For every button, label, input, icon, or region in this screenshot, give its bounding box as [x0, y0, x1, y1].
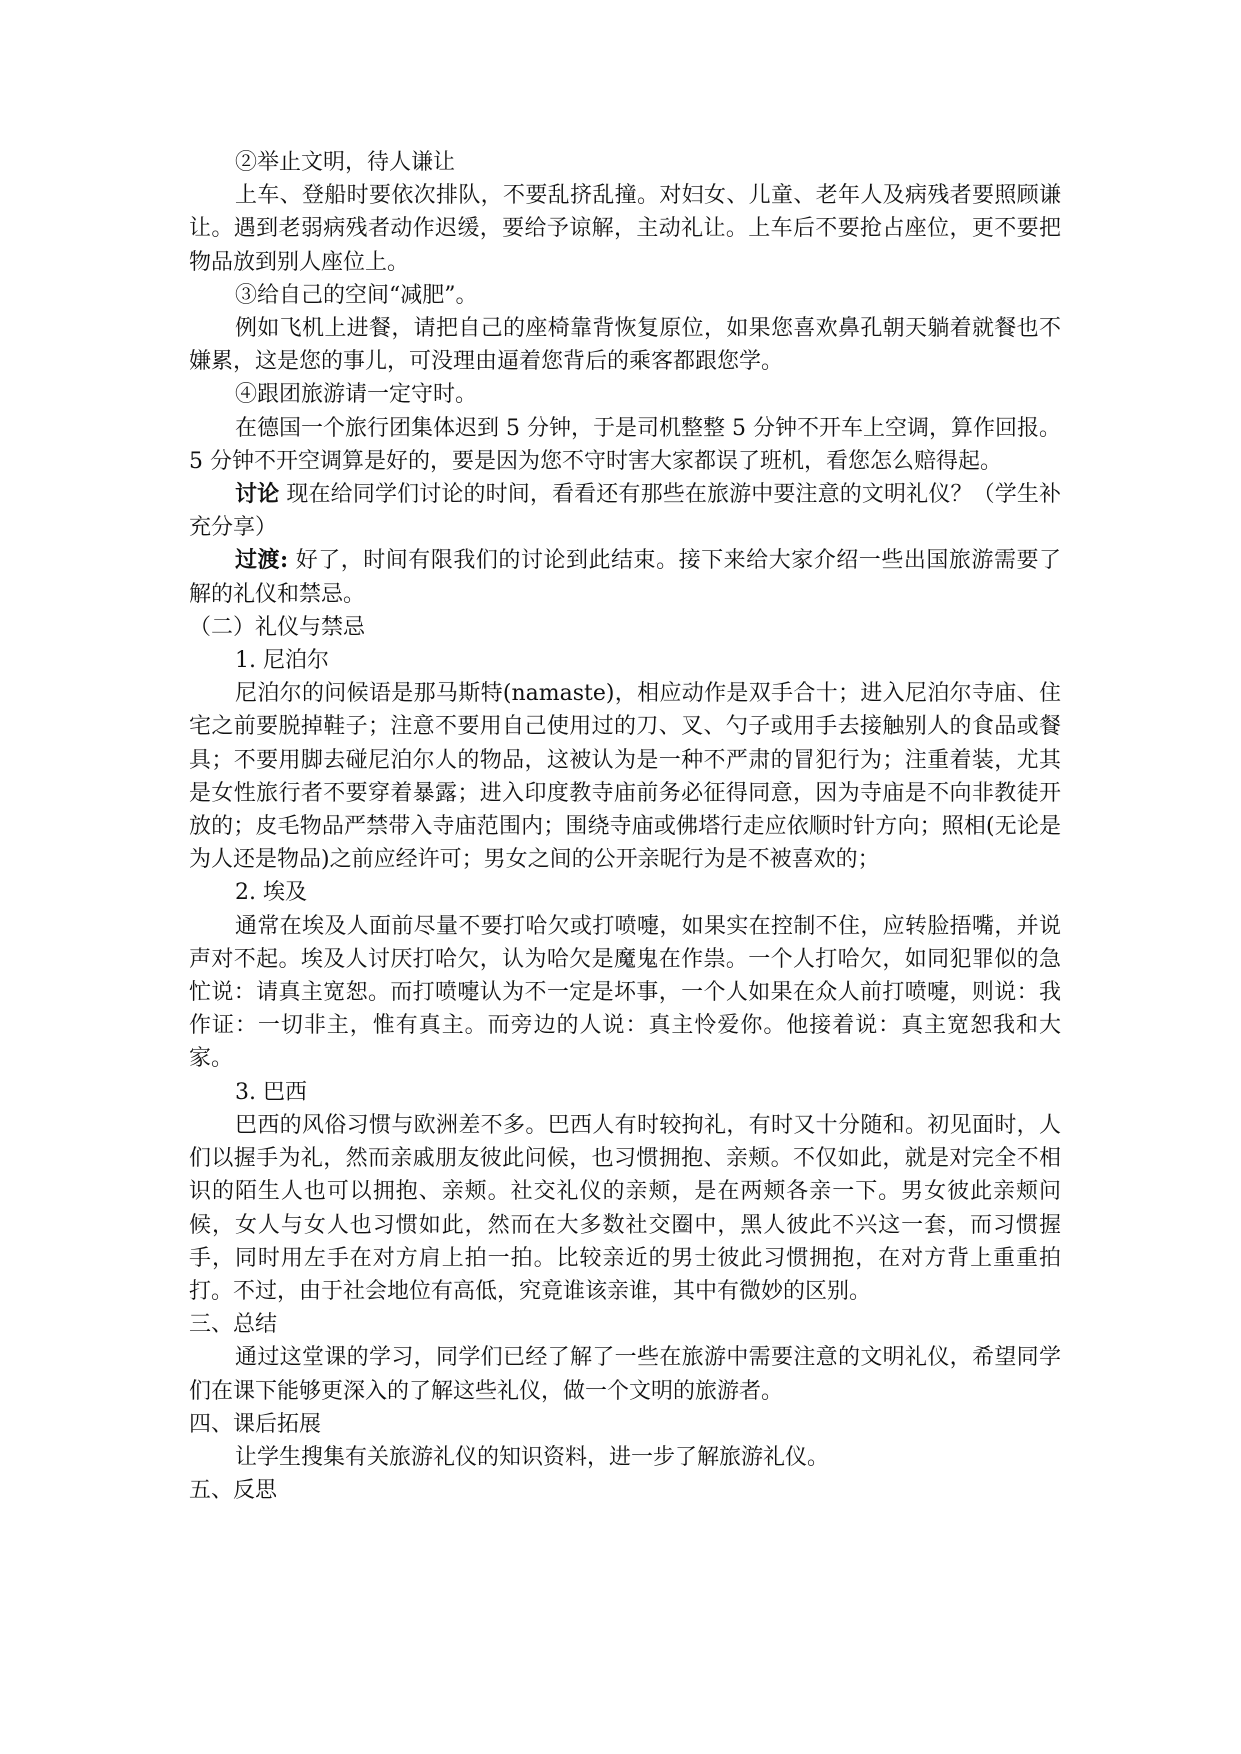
paragraph-brazil: 巴西的风俗习惯与欧洲差不多。巴西人有时较拘礼，有时又十分随和。初见面时，人们以握手为礼，然而亲戚朋友彼此问候，也习惯拥抱、亲颊。不仅如此，就是对完全不相识的陌生人也可以拥抱、亲颊。社交礼仪的亲颊，是在两颊各亲一下。男女彼此亲颊问候，女人与女人也习惯如此，然而在大多数社交圈中，黑人彼此不兴这一套，而习惯握手，同时用左手在对方肩上拍一拍。比较亲近的男士彼此习惯拥抱，在对方背上重重拍打。不过，由于社会地位有高低，究竟谁该亲谁，其中有微妙的区别。	[189, 1112, 1061, 1304]
paragraph-germany-tour: 在德国一个旅行团集体迟到 5 分钟，于是司机整整 5 分钟不开车上空调，算作回报。5 分钟不开空调算是好的，要是因为您不守时害大家都误了班机，看您怎么赔得起。	[189, 415, 1061, 474]
subheading-personal-space: ③给自己的空间“减肥”。	[235, 282, 478, 308]
subheading-punctuality: ④跟团旅游请一定守时。	[235, 382, 478, 408]
paragraph-summary: 通过这堂课的学习，同学们已经了解了一些在旅游中需要注意的文明礼仪，希望同学们在课下能够更深入的了解这些礼仪，做一个文明的旅游者。	[189, 1345, 1061, 1404]
paragraph-airplane-seat: 例如飞机上进餐，请把自己的座椅靠背恢复原位，如果您喜欢鼻孔朝天躺着就餐也不嫌累，这是您的事儿，可没理由逼着您背后的乘客都跟您学。	[189, 316, 1061, 375]
section-heading-etiquette-taboos: （二）礼仪与禁忌	[189, 614, 366, 640]
discussion-label: 讨论	[235, 481, 280, 508]
document-page	[189, 146, 1061, 1507]
discussion-text: 现在给同学们讨论的时间，看看还有那些在旅游中要注意的文明礼仪？（学生补充分享）	[189, 482, 1061, 541]
paragraph-nepal: 尼泊尔的问候语是那马斯特(namaste)，相应动作是双手合十；进入尼泊尔寺庙、住宅之前要脱掉鞋子；注意不要用自己使用过的刀、叉、勺子或用手去接触别人的食品或餐具；不要用脚去碰尼泊尔人的物品，这被认为是一种不严肃的冒犯行为；注重着装，尤其是女性旅行者不要穿着暴露；进入印度教寺庙前务必征得同意，因为寺庙是不向非教徒开放的；皮毛物品严禁带入寺庙范围内；围绕寺庙或佛塔行走应依顺时针方向；照相(无论是为人还是物品)之前应经许可；男女之间的公开亲昵行为是不被喜欢的；	[189, 681, 1061, 873]
paragraph-extension: 让学生搜集有关旅游礼仪的知识资料，进一步了解旅游礼仪。	[235, 1444, 830, 1470]
subheading-civil-manners: ②举止文明，待人谦让	[235, 150, 456, 175]
section-heading-summary: 三、总结	[189, 1312, 278, 1338]
subheading-brazil: 3. 巴西	[235, 1079, 307, 1105]
transition-text: 好了，时间有限我们的讨论到此结束。接下来给大家介绍一些出国旅游需要了解的礼仪和禁忌。	[189, 548, 1061, 607]
section-heading-reflection: 五、反思	[189, 1478, 278, 1504]
paragraph-egypt: 通常在埃及人面前尽量不要打哈欠或打喷嚏，如果实在控制不住，应转脸捂嘴，并说声对不起。埃及人讨厌打哈欠，认为哈欠是魔鬼在作祟。一个人打哈欠，如同犯罪似的急忙说：请真主宽恕。而打喷嚏认为不一定是坏事，一个人如果在众人前打喷嚏，则说：我作证：一切非主，惟有真主。而旁边的人说：真主怜爱你。他接着说：真主宽恕我和大家。	[189, 913, 1061, 1072]
paragraph-queue-courtesy: 上车、登船时要依次排队，不要乱挤乱撞。对妇女、儿童、老年人及病残者要照顾谦让。遇到老弱病残者动作迟缓，要给予谅解，主动礼让。上车后不要抢占座位，更不要把物品放到别人座位上。	[189, 183, 1061, 275]
paragraph-discussion	[189, 478, 1061, 544]
subheading-egypt: 2. 埃及	[235, 880, 307, 906]
section-heading-extension: 四、课后拓展	[189, 1411, 322, 1437]
paragraph-transition	[189, 544, 1061, 610]
transition-label: 过渡:	[235, 547, 289, 574]
subheading-nepal: 1. 尼泊尔	[235, 648, 329, 674]
